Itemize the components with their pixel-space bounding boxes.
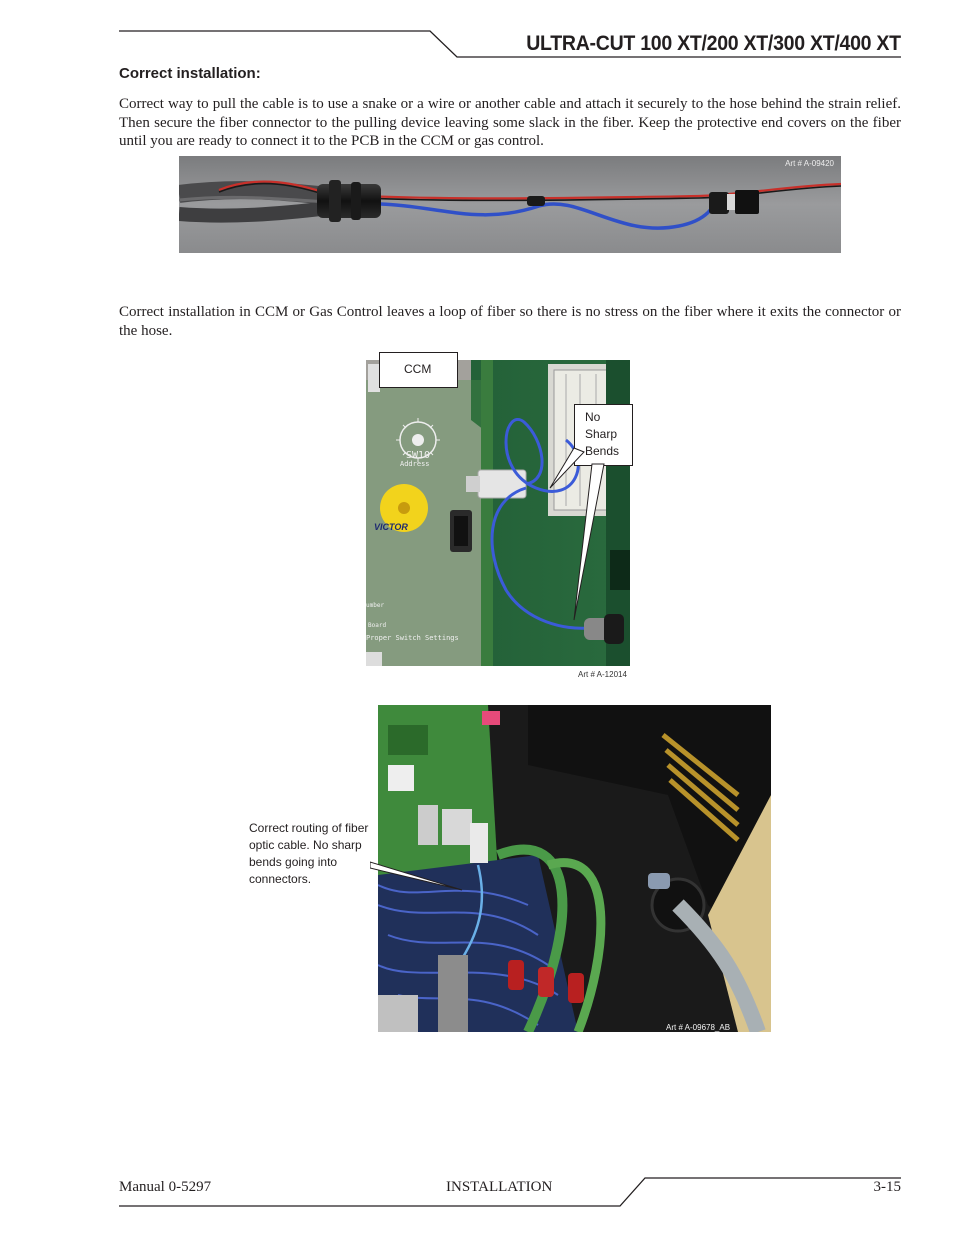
label-switch-settings: Proper Switch Settings — [366, 634, 459, 642]
callout-line-2: Sharp — [585, 427, 618, 441]
callout-ccm-text: CCM — [404, 362, 432, 376]
paragraph-fiber-loop: Correct installation in CCM or Gas Control leaves a loop of fiber so there is no stress on the fiber where it exits the connector or the hose. — [119, 304, 901, 339]
footer-manual: Manual 0-5297 — [119, 1179, 212, 1195]
section-heading: Correct installation: — [119, 65, 261, 82]
art-number: Art # A-12014 — [578, 670, 627, 679]
footer-page-number: 3-15 — [873, 1179, 901, 1195]
cable-photo — [179, 156, 841, 253]
art-number: Art # A-09420 — [785, 159, 834, 168]
paragraph-cable-pulling: Correct way to pull the cable is to use a snake or a wire or another cable and attach it securely to the hose behind the strain relief. Then secure the fiber connector to the pulling device leaving some slack in the fiber. Keep the protective end covers on the fiber until you are ready to connect it to the PCB in the CCM or gas control. — [119, 96, 901, 149]
art-number: Art # A-09678_AB — [666, 1023, 731, 1032]
callout-routing: Correct routing of fiber optic cable. No sharp bends going into connectors. — [249, 821, 369, 886]
callout-line-1: No — [585, 410, 601, 424]
label-board: Board — [368, 622, 387, 629]
callout-pointers — [530, 440, 620, 630]
label-number: umber — [366, 602, 385, 609]
document-title: ULTRA-CUT 100 XT/200 XT/300 XT/400 XT — [526, 32, 901, 55]
callout-line-3: Bends — [585, 444, 620, 458]
victor-logo: VICTOR — [374, 522, 408, 532]
callout-routing-pointer — [370, 840, 470, 900]
footer-section: INSTALLATION — [446, 1179, 553, 1195]
label-sw10: SW10 — [406, 450, 431, 461]
callout-ccm — [379, 352, 458, 388]
figure-cable-pull-photo — [179, 156, 841, 253]
label-address: Address — [400, 460, 430, 468]
